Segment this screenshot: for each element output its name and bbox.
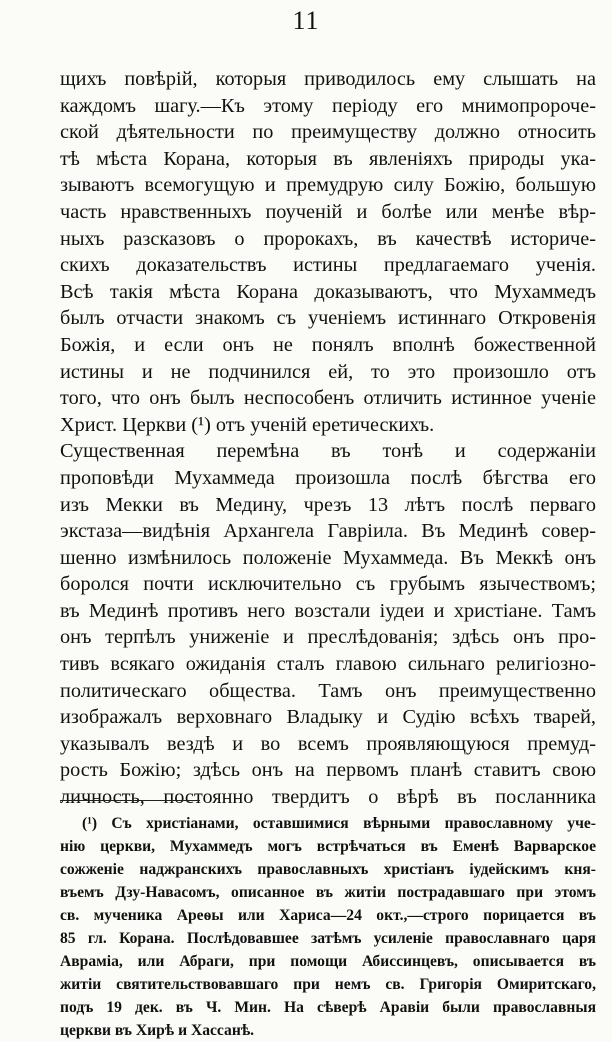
body-line: политическаго общества. Тамъ онъ преимущественно (60, 679, 596, 702)
footnote-line: 85 гл. Корана. Послѣдовавшее затѣмъ усиленіе православнаго царя (60, 930, 596, 947)
body-line: часть нравственныхъ поученій и болѣе или менѣе вѣр- (60, 200, 596, 223)
footnote-line: нію церкви, Мухаммедъ могъ встрѣчаться въ Еменѣ Варварское (60, 838, 596, 855)
body-line: истины и не подчинился ей, то это произошло отъ (60, 360, 596, 383)
body-line: въ Мединѣ противъ него возстали іудеи и христіане. Тамъ (60, 599, 596, 622)
body-line: Христ. Церкви (¹) отъ ученій еретическихъ. (60, 413, 435, 436)
body-line: того, что онъ былъ неспособенъ отличить истинное ученіе (60, 387, 596, 410)
body-line: экстаза—видѣнія Архангела Гавріила. Въ Мединѣ совер- (60, 520, 596, 543)
body-line: онъ терпѣлъ униженіе и преслѣдованія; здѣсь онъ про- (60, 626, 596, 649)
footnote-line: Авраміа, или Абраги, при помощи Абиссинцевъ, описывается въ (60, 953, 596, 970)
footnotes (60, 812, 596, 1042)
body-line: рость Божію; здѣсь онъ на первомъ планѣ ставитъ свою (60, 759, 596, 782)
footnote-line: житіи святительствовавшаго при немъ св. Григорія Омиритскаго, (60, 976, 596, 993)
body-line: Божія, и если онъ не понялъ вполнѣ божественной (60, 333, 596, 356)
body-line: указывалъ вездѣ и во всемъ проявляющуюся премуд- (60, 732, 596, 755)
body-text (60, 66, 596, 811)
body-line: Существенная перемѣна въ тонѣ и содержаніи (60, 440, 596, 463)
footnote-line: (¹) Съ христіанами, оставшимися вѣрными православному уче- (82, 815, 596, 832)
body-line: шенно измѣнилось положеніе Мухаммеда. Въ Меккѣ онъ (60, 546, 596, 569)
body-line: зываютъ всемогущую и премудрую силу Божію, большую (60, 174, 596, 197)
body-line: боролся почти исключительно съ грубымъ язычествомъ; (60, 573, 596, 596)
footnote-line: св. мученика Ареѳы или Хариса—24 окт.,—строго порицается въ (60, 907, 596, 924)
footnote-line: подъ 19 дек. въ Ч. Мин. На сѣверѣ Аравіи были православныя (60, 999, 596, 1016)
body-line: изображалъ верховнаго Владыку и Судію всѣхъ тварей, (60, 706, 596, 729)
body-line: проповѣди Мухаммеда произошла послѣ бѣгства его (60, 466, 596, 489)
body-line: былъ отчасти знакомъ съ ученіемъ истиннаго Откровенія (60, 307, 596, 330)
footnote-line: церкви въ Хирѣ и Хассанѣ. (60, 1022, 255, 1039)
page-number: 11 (292, 6, 320, 35)
footnote-line: въемъ Дзу-Навасомъ, описанное въ житіи пострадавшаго при этомъ (60, 884, 596, 901)
body-line: Всѣ такія мѣста Корана доказываютъ, что Мухаммедъ (60, 280, 596, 303)
body-line: личность, постоянно твердитъ о вѣрѣ въ посланника (60, 786, 596, 809)
body-line: тѣ мѣста Корана, которыя въ явленіяхъ природы ука- (60, 147, 596, 170)
body-line: ныхъ разсказовъ о пророкахъ, въ качествѣ историче- (60, 227, 596, 250)
footnote-line: сожженіе наджранскихъ православныхъ христіанъ іудейскимъ кня- (60, 861, 596, 878)
body-line: каждомъ шагу.—Къ этому періоду его мнимопророче- (60, 94, 596, 117)
footnote-divider (60, 800, 200, 801)
body-line: ской дѣятельности по преимуществу должно относить (60, 121, 596, 144)
body-line: скихъ доказательствъ истины предлагаемаго ученія. (60, 254, 596, 277)
body-line: изъ Мекки въ Медину, чрезъ 13 лѣтъ послѣ перваго (60, 493, 596, 516)
body-line: тивъ всякаго ожиданія сталъ главою сильнаго религіозно- (60, 653, 596, 676)
body-line: щихъ повѣрій, которыя приводилось ему слышать на (60, 68, 596, 90)
